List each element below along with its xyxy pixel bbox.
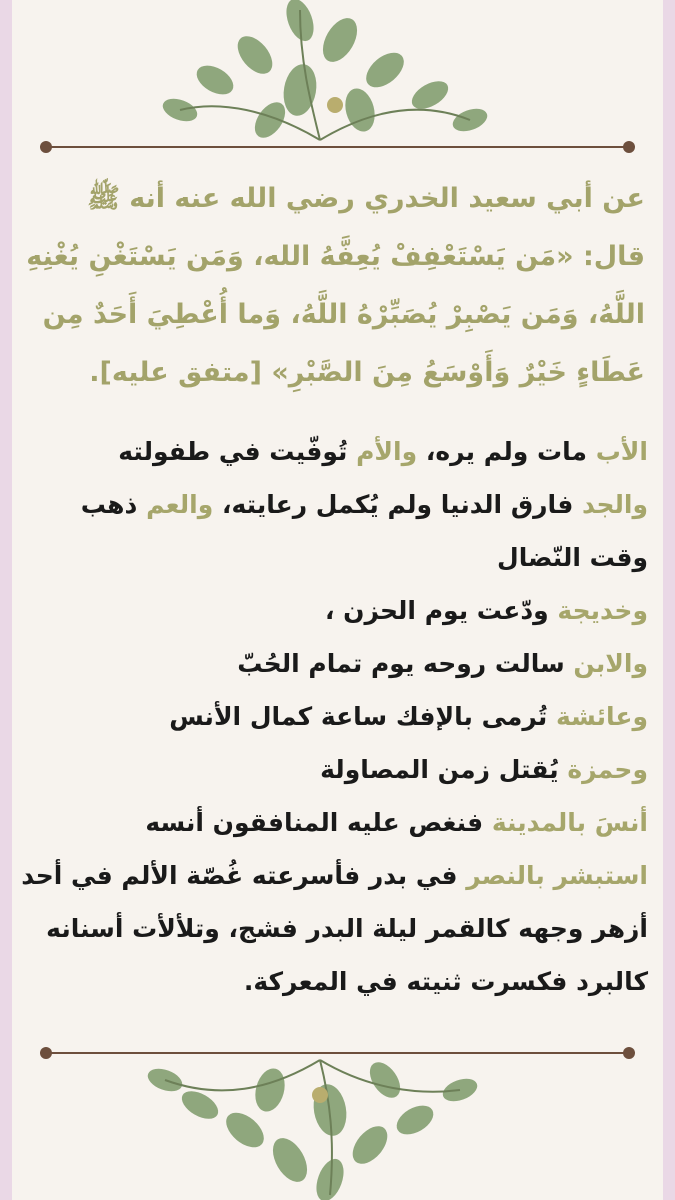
text-segment: تُرمى بالإفك ساعة كمال الأنس [169,702,556,731]
left-border [0,0,12,1200]
divider-top [40,141,635,153]
text-segment: سالت روحه يوم تمام الحُبّ [237,649,574,678]
accent-word: والجد [582,490,648,519]
body-line-9 [21,849,648,902]
body-line-6 [26,690,648,743]
body-text [21,425,648,1008]
hadith-text [26,170,645,402]
hadith-line-2: قال: «مَن يَسْتَعْفِفْ يُعِفَّهُ الله، وَمَن يَسْتَغْنِ يُغْنِهِ [26,241,645,272]
accent-word: والعم [146,490,214,519]
body-line-2 [26,478,648,531]
text-segment: فارق الدنيا ولم يُكمل رعايته، [213,490,583,519]
accent-word: وحمزة [567,755,648,784]
text-segment: يُقتل زمن المصاولة [320,755,568,784]
text-segment: فنغص عليه المنافقون أنسه [145,808,492,837]
hadith-line-1: عن أبي سعيد الخدري رضي الله عنه أنه ﷺ [87,183,645,214]
accent-word: الأب [595,437,648,466]
body-line-8 [26,796,648,849]
accent-word: أنسَ بالمدينة [491,808,648,837]
body-line-10: أزهر وجهه كالقمر ليلة البدر فشج، وتلألأت أسنانه [46,914,648,943]
text-segment: مات ولم يره، [417,437,596,466]
text-segment: في بدر فأسرعته غُصّة الألم في أحد [21,861,467,890]
body-line-5 [26,637,648,690]
leaf-decoration-top-icon [0,0,675,150]
accent-word: والأم [356,437,418,466]
divider-bottom [40,1047,635,1059]
text-segment: ودّعت يوم الحزن ، [324,596,558,625]
body-line-11: كالبرد فكسرت ثنيته في المعركة. [243,967,648,996]
body-line-3: وقت النّضال [497,543,648,572]
accent-word: وخديجة [557,596,648,625]
text-segment: تُوفّيت في طفولته [118,437,357,466]
leaf-decoration-bottom-icon [0,1050,675,1200]
body-line-7 [26,743,648,796]
text-segment: ذهب [80,490,147,519]
accent-word: استبشر بالنصر [466,861,648,890]
right-border [663,0,675,1200]
body-line-4 [26,584,648,637]
accent-word: والابن [573,649,648,678]
body-line-1 [26,425,648,478]
accent-word: وعائشة [556,702,648,731]
hadith-line-4: عَطَاءٍ خَيْرٌ وَأَوْسَعُ مِنَ الصَّبْرِ» [متفق عليه]. [89,357,645,388]
hadith-line-3: اللَّهُ، وَمَن يَصْبِرْ يُصَبِّرْهُ اللَّهُ، وَما أُعْطِيَ أَحَدٌ مِن [42,299,645,330]
